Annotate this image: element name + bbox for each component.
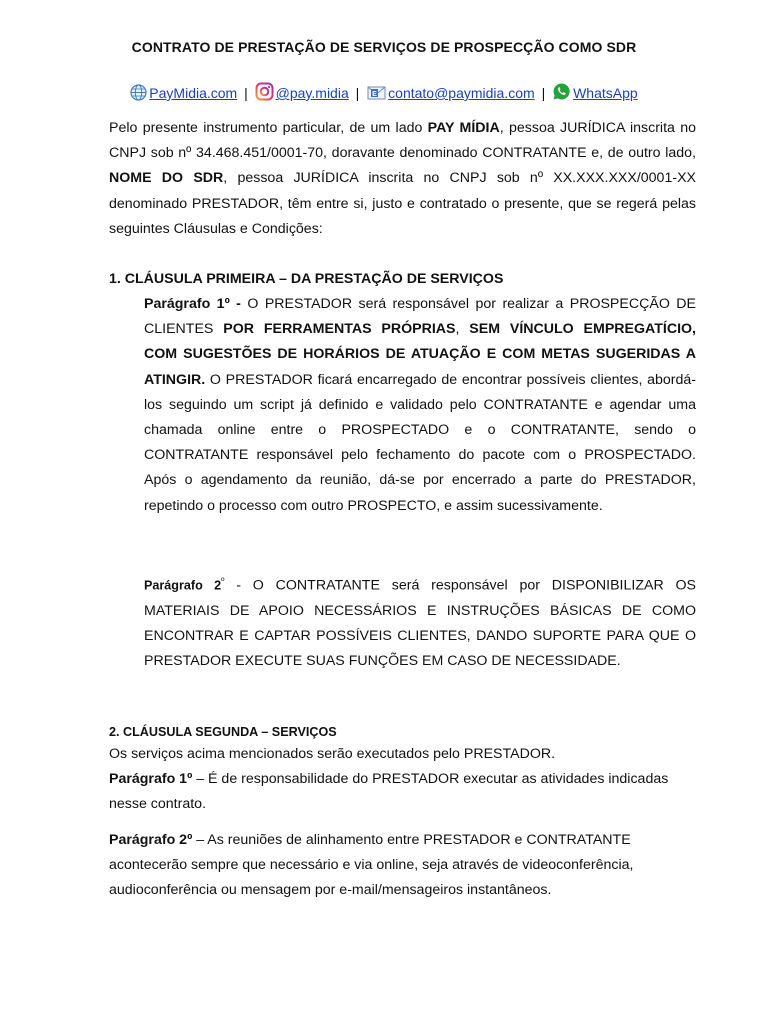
globe-icon (130, 84, 147, 107)
clause-2-paragraph-2 (109, 828, 696, 904)
paragraph-text: O PRESTADOR ficará encarregado de encontrar possíveis clientes, abordá-los seguindo um script já definido e validado pelo CONTRATANTE e agendar uma chamada online entre o PROSPECTADO e o CONTRATANTE, sendo o CONTRATANTE responsável pelo fechamento do pacote com o PROSPECTADO. Após o agendamento da reunião, dá-se por encerrado a parte do PRESTADOR, repetindo o processo com outro PROSPECTO, e assim sucessivamente. (144, 371, 696, 514)
bold-text: SEM VÍNCULO EMPREGATÍCIO, COM SUGESTÕES DE HORÁRIOS DE ATUAÇÃO E COM METAS SUGERIDAS A ATINGIR. (144, 321, 697, 388)
email-icon (366, 85, 386, 107)
intro-text: , pessoa JURÍDICA inscrita no CNPJ sob nº XX.XXX.XXX/0001-XX denominado PRESTADOR, têm entre si, justo e contratado o presente, que se regerá pelas seguintes Cláusulas e Condições: (109, 170, 696, 237)
separator: | (355, 85, 360, 101)
contratante-name: PAY MÍDIA (427, 120, 500, 136)
bold-text: POR FERRAMENTAS PRÓPRIAS (223, 321, 456, 338)
paragraph-label: Parágrafo 1º - (144, 296, 241, 312)
clause-1-paragraph-2 (144, 569, 696, 675)
separator: | (541, 85, 546, 101)
intro-text: Pelo presente instrumento particular, de um lado (109, 120, 428, 136)
paragraph-text: O PRESTADOR será responsável por realizar a PROSPECÇÃO DE CLIENTES (144, 296, 697, 338)
paragraph-text: – As reuniões de alinhamento entre PRESTADOR e CONTRATANTE acontecerão sempre que necessário e via online, seja através de videoconferência, audioconferência ou mensagem por e-mail/mensageiros instantâneos. (109, 831, 634, 899)
intro-paragraph (109, 116, 696, 242)
whatsapp-icon (552, 82, 571, 107)
clause-2 (109, 722, 696, 903)
clause-1-paragraph-1 (144, 292, 696, 519)
paragraph-text: - O CONTRATANTE será responsável por DISPONIBILIZAR OS MATERIAIS DE APOIO NECESSÁRIOS E INSTRUÇÕES BÁSICAS DE COMO ENCONTRAR E CAPTAR POSSÍVEIS CLIENTES, DANDO SUPORTE PARA QUE O PRESTADOR EXECUTE SUAS FUNÇÕES EM CASO DE NECESSIDADE. (144, 577, 697, 670)
paragraph-label: Parágrafo 2 (144, 578, 222, 593)
contact-links (0, 82, 768, 107)
document-title: CONTRATO DE PRESTAÇÃO DE SERVIÇOS DE PROSPECÇÃO COMO SDR (131, 39, 637, 55)
prestador-name: NOME DO SDR (109, 170, 224, 187)
website-link[interactable]: PayMidia.com (149, 85, 238, 101)
intro-text: , pessoa JURÍDICA inscrita no CNPJ sob nº 34.468.451/0001-70, doravante denominado CONTRATANTE e, de outro lado, (109, 120, 696, 162)
clause-1 (109, 267, 696, 292)
paragraph-label: Parágrafo 1º (109, 771, 193, 788)
paragraph-label: Parágrafo 2º (109, 831, 193, 848)
whatsapp-link[interactable]: WhatsApp (573, 85, 638, 101)
paragraph-text: , (455, 321, 470, 338)
clause-2-paragraph-1 (109, 767, 696, 817)
email-link[interactable]: contato@paymidia.com (388, 85, 535, 101)
clause-2-line: Os serviços acima mencionados serão executados pelo PRESTADOR. (109, 746, 556, 762)
svg-text:E: E (372, 90, 377, 98)
clause-2-heading: 2. CLÁUSULA SEGUNDA – SERVIÇOS (109, 725, 337, 739)
instagram-link[interactable]: @pay.midia (275, 85, 349, 101)
paragraph-text: – É de responsabilidade do PRESTADOR executar as atividades indicadas nesse contrato. (109, 771, 669, 813)
instagram-icon (255, 82, 274, 107)
clause-1-heading: 1. CLÁUSULA PRIMEIRA – DA PRESTAÇÃO DE SERVIÇOS (109, 271, 504, 287)
degree-sign: º (221, 576, 225, 586)
separator: | (244, 85, 248, 101)
